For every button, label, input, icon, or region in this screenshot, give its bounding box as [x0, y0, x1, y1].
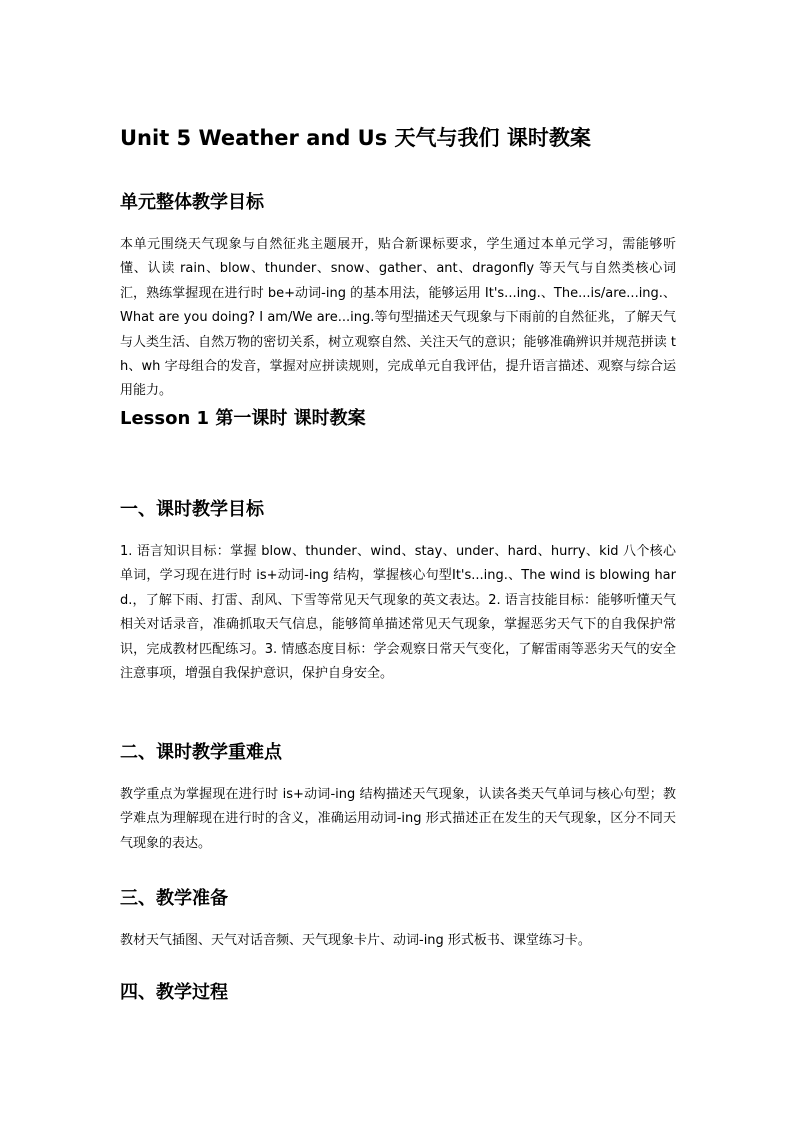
section-heading-unit-objectives: 单元整体教学目标: [120, 192, 264, 213]
section-heading-lesson-objectives: 一、课时教学目标: [120, 499, 264, 520]
section-heading-teaching-process: 四、教学过程: [120, 982, 228, 1003]
unit-objectives-paragraph: 本单元围绕天气现象与自然征兆主题展开，贴合新课标要求，学生通过本单元学习，需能够听懂、认读 rain、blow、thunder、snow、gather、ant、dragonfly 等天气与自然类核心词汇，熟练掌握现在进行时 be+动词-ing 的基本用法，能够运用 It's...ing.、The...is/are...ing.、What are you doing? I am/We are...ing.等句型描述天气现象与下雨前的自然征兆，了解天气与人类生活、自然万物的密切关系，树立观察自然、关注天气的意识；能够准确辨识并规范拼读 th、wh 字母组合的发音，掌握对应拼读规则，完成单元自我评估，提升语言描述、观察与综合运用能力。: [120, 237, 676, 399]
document-title: Unit 5 Weather and Us 天气与我们 课时教案: [120, 126, 591, 150]
section-heading-key-points: 二、课时教学重难点: [120, 742, 282, 763]
section-heading-preparation: 三、教学准备: [120, 888, 228, 909]
preparation-paragraph: 教材天气插图、天气对话音频、天气现象卡片、动词-ing 形式板书、课堂练习卡。: [120, 933, 591, 948]
key-points-paragraph: 教学重点为掌握现在进行时 is+动词-ing 结构描述天气现象，认读各类天气单词与核心句型；教学难点为理解现在进行时的含义，准确运用动词-ing 形式描述正在发生的天气现象，区分不同天气现象的表达。: [120, 787, 676, 851]
lesson-title: Lesson 1 第一课时 课时教案: [120, 408, 366, 429]
lesson-objectives-paragraph: 1. 语言知识目标：掌握 blow、thunder、wind、stay、under、hard、hurry、kid 八个核心单词，学习现在进行时 is+动词-ing 结构，掌握核心句型It's...ing.、The wind is blowing hard.，了解下雨、打雷、刮风、下雪等常见天气现象的英文表达。2. 语言技能目标：能够听懂天气相关对话录音，准确抓取天气信息，能够简单描述常见天气现象，掌握恶劣天气下的自我保护常识，完成教材匹配练习。3. 情感态度目标：学会观察日常天气变化，了解雷雨等恶劣天气的安全注意事项，增强自我保护意识，保护自身安全。: [120, 544, 676, 682]
